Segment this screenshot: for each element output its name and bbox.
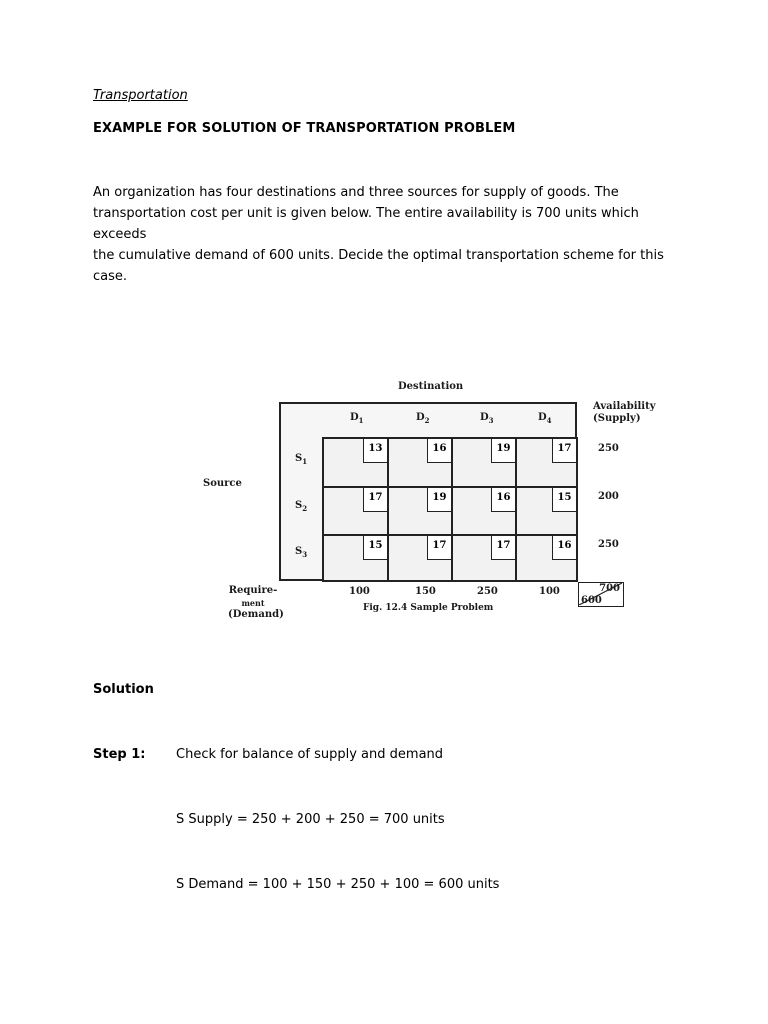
source-sub: 3 (302, 550, 308, 559)
cost-value: 16 (427, 439, 451, 463)
source-header-s2 (295, 500, 307, 513)
supply-value: 250 (598, 443, 619, 454)
source-letter: S (295, 546, 303, 557)
cost-cell (453, 536, 517, 582)
demand-value: 250 (477, 586, 498, 597)
requirement-label (228, 585, 284, 621)
availability-label (593, 401, 656, 425)
demand-value: 100 (539, 586, 560, 597)
cost-value: 16 (491, 488, 515, 512)
cost-value: 17 (363, 488, 387, 512)
source-label: Source (203, 478, 242, 489)
cost-value: 19 (427, 488, 451, 512)
dest-sub: 4 (546, 416, 552, 425)
figure-caption: Fig. 12.4 Sample Problem (363, 603, 494, 613)
cost-cell (517, 536, 578, 582)
dest-sub: 3 (488, 416, 494, 425)
total-demand: 600 (581, 595, 602, 606)
source-sub: 2 (302, 504, 308, 513)
destination-header-d3 (480, 412, 494, 425)
demand-value: 100 (349, 586, 370, 597)
dest-letter: D (416, 412, 425, 423)
cost-cell (389, 439, 453, 488)
source-sub: 1 (302, 457, 308, 466)
destination-header-d4 (538, 412, 552, 425)
availability-label-line: Availability (593, 401, 656, 412)
dest-sub: 1 (358, 416, 364, 425)
intro-line: An organization has four destinations and three sources for supply of goods. The (93, 185, 619, 200)
cost-value: 13 (363, 439, 387, 463)
intro-line: transportation cost per unit is given below. The entire availability is 700 units which exceeds (93, 206, 639, 242)
supply-value: 250 (598, 539, 619, 550)
cost-cell (389, 536, 453, 582)
cost-value: 15 (552, 488, 576, 512)
dest-letter: D (350, 412, 359, 423)
source-header-s3 (295, 546, 307, 559)
step-label: Step 1: (93, 747, 146, 762)
step-text: Check for balance of supply and demand (176, 747, 444, 762)
requirement-label-line: Require- (228, 585, 278, 596)
cost-cell (517, 439, 578, 488)
destination-label: Destination (398, 381, 464, 392)
section-title: Transportation (93, 88, 188, 103)
total-box (578, 582, 624, 607)
cost-cell (324, 488, 389, 536)
dest-letter: D (538, 412, 547, 423)
cost-value: 17 (427, 536, 451, 560)
intro-line: the cumulative demand of 600 units. Decide the optimal transportation scheme for this (93, 248, 664, 263)
source-letter: S (295, 453, 303, 464)
cost-cell (324, 439, 389, 488)
cost-value: 17 (491, 536, 515, 560)
demand-equation: S Demand = 100 + 150 + 250 + 100 = 600 units (176, 877, 500, 892)
destination-header-d2 (416, 412, 430, 425)
total-supply: 700 (599, 583, 620, 594)
cost-cell (453, 488, 517, 536)
cost-value: 17 (552, 439, 576, 463)
dest-letter: D (480, 412, 489, 423)
source-header-s1 (295, 453, 307, 466)
demand-value: 150 (415, 586, 436, 597)
page-heading: EXAMPLE FOR SOLUTION OF TRANSPORTATION PROBLEM (93, 121, 516, 136)
supply-value: 200 (598, 491, 619, 502)
source-letter: S (295, 500, 303, 511)
availability-label-line: (Supply) (593, 413, 641, 424)
cost-value: 15 (363, 536, 387, 560)
cost-cell (389, 488, 453, 536)
requirement-label-line: ment (241, 598, 265, 608)
requirement-label-line: (Demand) (228, 609, 284, 620)
destination-header-d1 (350, 412, 364, 425)
intro-line: case. (93, 269, 128, 284)
intro-paragraph (93, 182, 683, 287)
cost-value: 19 (491, 439, 515, 463)
supply-equation: S Supply = 250 + 200 + 250 = 700 units (176, 812, 445, 827)
dest-sub: 2 (424, 416, 430, 425)
cost-grid (322, 437, 578, 582)
cost-cell (453, 439, 517, 488)
cost-cell (517, 488, 578, 536)
cost-cell (324, 536, 389, 582)
solution-title: Solution (93, 682, 154, 697)
cost-value: 16 (552, 536, 576, 560)
